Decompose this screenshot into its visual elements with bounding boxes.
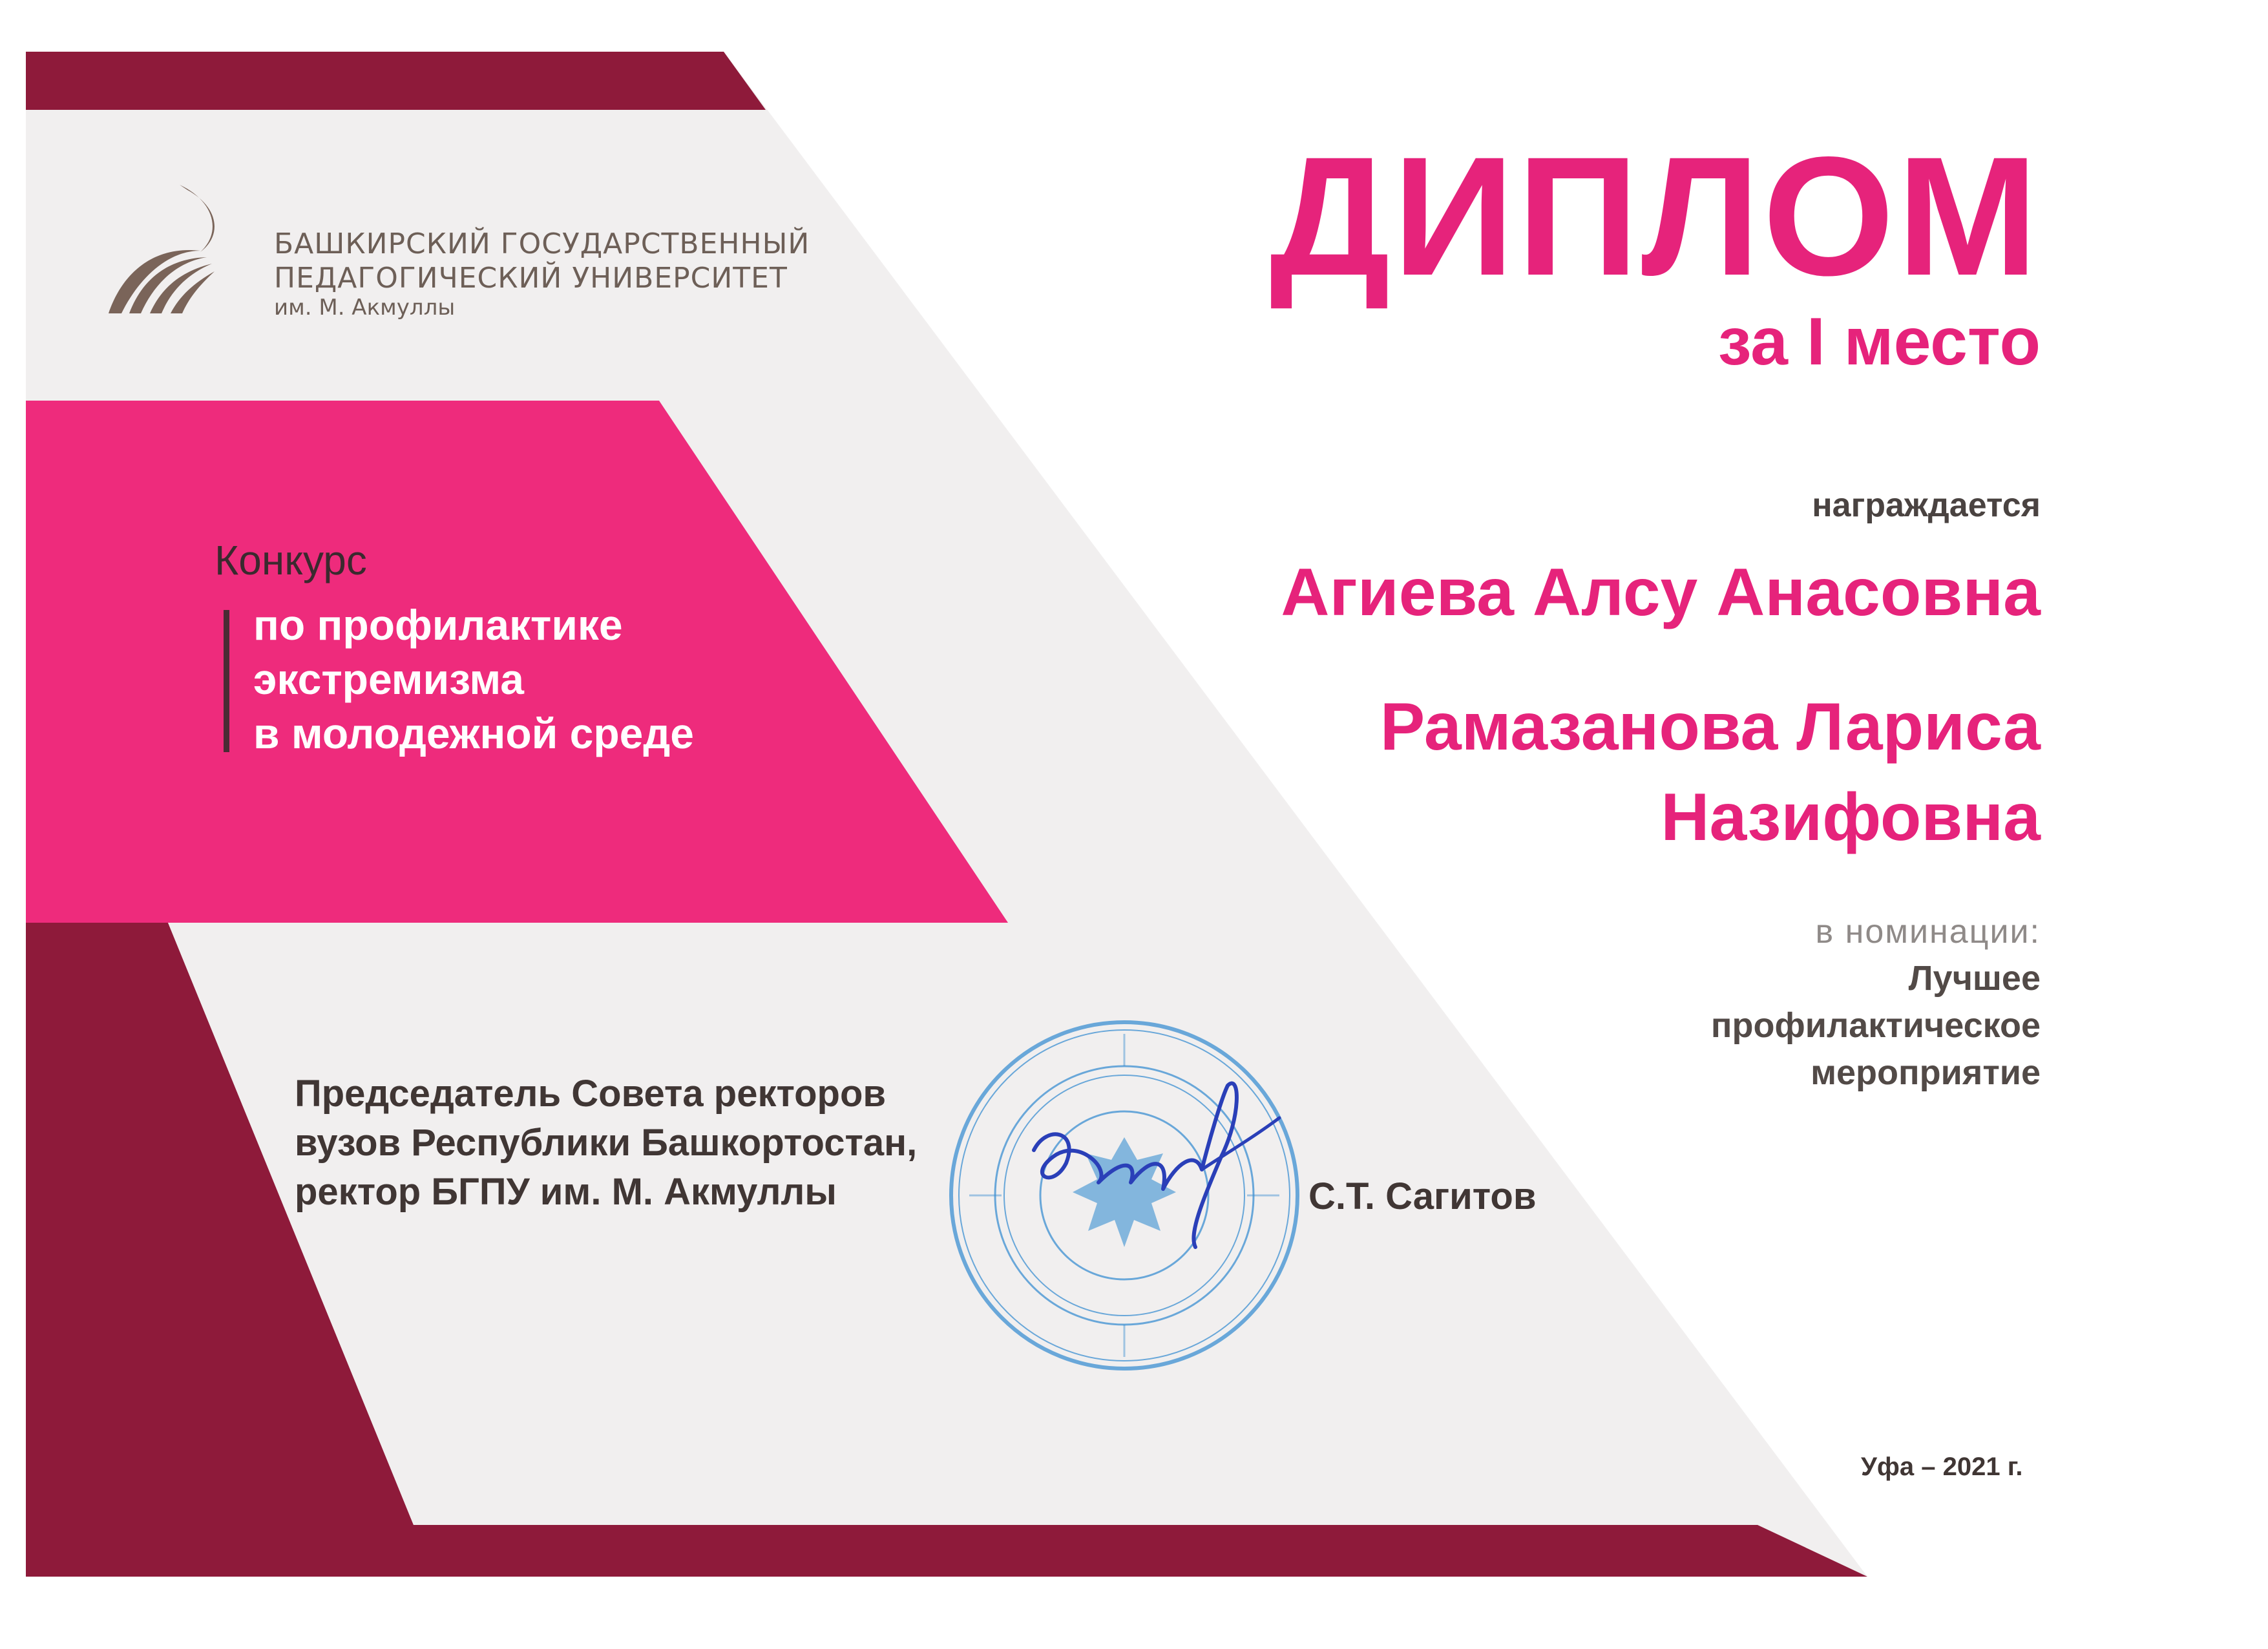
awarded-label: награждается (1812, 487, 2041, 524)
contest-title-line: по профилактике (253, 601, 623, 649)
place-label: за I место (1717, 304, 2041, 379)
contest-title-line: в молодежной среде (253, 709, 694, 757)
university-name-line3: им. М. Акмуллы (274, 295, 456, 320)
university-name-line1: БАШКИРСКИЙ ГОСУДАРСТВЕННЫЙ (274, 227, 810, 260)
city-year: Уфа – 2021 г. (1861, 1453, 2023, 1481)
nomination-value (1711, 955, 2041, 1097)
recipient-name-2-line: Назифовна (1661, 780, 2041, 855)
contest-kind: Конкурс (215, 537, 367, 583)
contest-title (253, 598, 887, 761)
university-logo-icon (103, 181, 239, 323)
recipient-name-2-line: Рамазанова Лариса (1380, 689, 2041, 764)
nomination-line: Лучшее (1908, 959, 2041, 998)
handwritten-signature-icon (1008, 1060, 1318, 1254)
top-burgundy-band (26, 52, 766, 110)
recipient-name-2 (1380, 682, 2041, 863)
contest-divider (224, 610, 229, 752)
signer-role (295, 1069, 917, 1217)
signer-name: С.Т. Сагитов (1308, 1175, 1537, 1217)
nomination-line: профилактическое (1710, 1006, 2041, 1045)
nomination-line: мероприятие (1811, 1053, 2041, 1092)
signer-role-line: Председатель Совета ректоров (295, 1073, 887, 1115)
signer-role-line: вузов Республики Башкортостан, (295, 1122, 918, 1164)
diploma-title: ДИПЛОМ (1269, 121, 2041, 311)
nomination-label: в номинации: (1815, 913, 2041, 951)
signer-role-line: ректор БГПУ им. М. Акмуллы (295, 1171, 837, 1213)
university-name-line2: ПЕДАГОГИЧЕСКИЙ УНИВЕРСИТЕТ (274, 262, 788, 295)
contest-title-line: экстремизма (253, 655, 525, 703)
recipient-name-1: Агиева Алсу Анасовна (1281, 555, 2041, 630)
